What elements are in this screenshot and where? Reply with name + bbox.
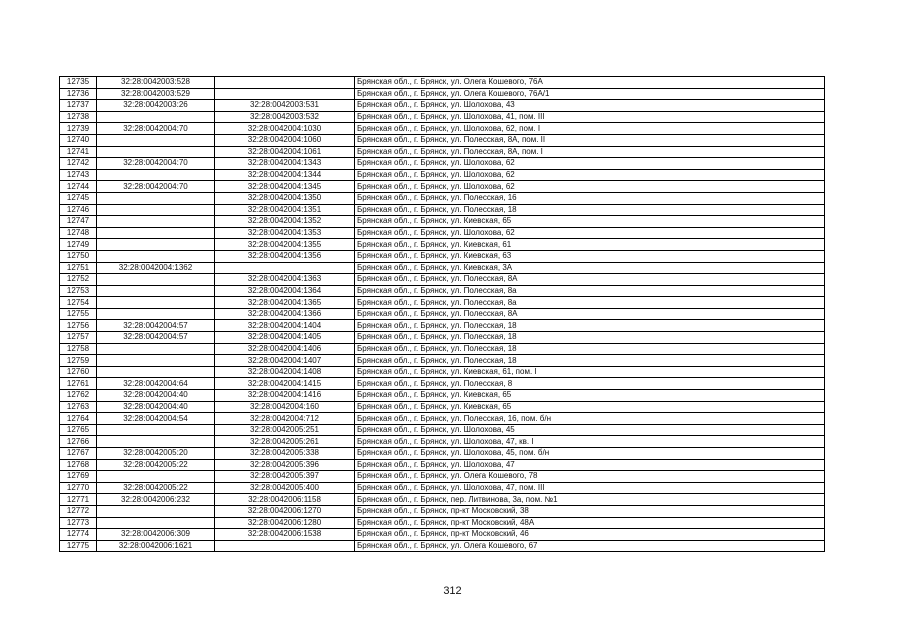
row-number-cell: 12742	[60, 158, 97, 170]
object-cadastral-number-cell: 32:28:0042004:160	[215, 401, 355, 413]
table-row	[60, 529, 825, 541]
row-number-cell: 12751	[60, 262, 97, 274]
object-cadastral-number-cell: 32:28:0042004:1408	[215, 366, 355, 378]
address-cell: Брянская обл., г. Брянск, ул. Полесская, 8А, пом. II	[355, 134, 825, 146]
table-row	[60, 134, 825, 146]
address-cell: Брянская обл., г. Брянск, ул. Полесская, 16	[355, 192, 825, 204]
address-cell: Брянская обл., г. Брянск, ул. Полесская, 8А, пом. I	[355, 146, 825, 158]
table-row	[60, 88, 825, 100]
row-number-cell: 12762	[60, 390, 97, 402]
row-number-cell: 12763	[60, 401, 97, 413]
table-row	[60, 343, 825, 355]
object-cadastral-number-cell: 32:28:0042005:251	[215, 424, 355, 436]
parcel-cadastral-number-cell: 32:28:0042004:57	[97, 332, 215, 344]
address-cell: Брянская обл., г. Брянск, ул. Полесская, 8А	[355, 274, 825, 286]
parcel-cadastral-number-cell: 32:28:0042005:22	[97, 459, 215, 471]
table-row	[60, 424, 825, 436]
object-cadastral-number-cell: 32:28:0042004:1406	[215, 343, 355, 355]
address-cell: Брянская обл., г. Брянск, ул. Полесская, 16, пом. б/н	[355, 413, 825, 425]
cadastral-register-table	[59, 76, 825, 552]
address-cell: Брянская обл., г. Брянск, ул. Киевская, 65	[355, 216, 825, 228]
table-row	[60, 227, 825, 239]
parcel-cadastral-number-cell	[97, 250, 215, 262]
table-row	[60, 100, 825, 112]
table-row	[60, 297, 825, 309]
address-cell: Брянская обл., г. Брянск, ул. Шолохова, 47	[355, 459, 825, 471]
object-cadastral-number-cell: 32:28:0042005:261	[215, 436, 355, 448]
table-row	[60, 216, 825, 228]
table-row	[60, 320, 825, 332]
table-row	[60, 378, 825, 390]
address-cell: Брянская обл., г. Брянск, ул. Полесская, 8А	[355, 308, 825, 320]
table-row	[60, 146, 825, 158]
address-cell: Брянская обл., г. Брянск, ул. Полесская, 18	[355, 204, 825, 216]
address-cell: Брянская обл., г. Брянск, ул. Полесская, 18	[355, 320, 825, 332]
parcel-cadastral-number-cell	[97, 343, 215, 355]
row-number-cell: 12746	[60, 204, 97, 216]
object-cadastral-number-cell: 32:28:0042003:532	[215, 111, 355, 123]
address-cell: Брянская обл., г. Брянск, пр-кт Московский, 48А	[355, 517, 825, 529]
table-body	[60, 77, 825, 552]
parcel-cadastral-number-cell: 32:28:0042004:70	[97, 123, 215, 135]
parcel-cadastral-number-cell: 32:28:0042004:40	[97, 390, 215, 402]
parcel-cadastral-number-cell	[97, 216, 215, 228]
table-row	[60, 448, 825, 460]
row-number-cell: 12736	[60, 88, 97, 100]
object-cadastral-number-cell	[215, 77, 355, 89]
object-cadastral-number-cell: 32:28:0042004:1407	[215, 355, 355, 367]
object-cadastral-number-cell: 32:28:0042004:1364	[215, 285, 355, 297]
row-number-cell: 12743	[60, 169, 97, 181]
row-number-cell: 12747	[60, 216, 97, 228]
parcel-cadastral-number-cell	[97, 471, 215, 483]
address-cell: Брянская обл., г. Брянск, ул. Олега Кошевого, 67	[355, 540, 825, 552]
object-cadastral-number-cell	[215, 262, 355, 274]
object-cadastral-number-cell: 32:28:0042005:396	[215, 459, 355, 471]
parcel-cadastral-number-cell	[97, 204, 215, 216]
row-number-cell: 12760	[60, 366, 97, 378]
row-number-cell: 12771	[60, 494, 97, 506]
row-number-cell: 12755	[60, 308, 97, 320]
address-cell: Брянская обл., г. Брянск, ул. Шолохова, 62, пом. I	[355, 123, 825, 135]
object-cadastral-number-cell: 32:28:0042004:1365	[215, 297, 355, 309]
parcel-cadastral-number-cell	[97, 274, 215, 286]
address-cell: Брянская обл., г. Брянск, ул. Шолохова, 45	[355, 424, 825, 436]
row-number-cell: 12761	[60, 378, 97, 390]
object-cadastral-number-cell: 32:28:0042004:1343	[215, 158, 355, 170]
parcel-cadastral-number-cell	[97, 239, 215, 251]
row-number-cell: 12769	[60, 471, 97, 483]
object-cadastral-number-cell: 32:28:0042005:338	[215, 448, 355, 460]
object-cadastral-number-cell	[215, 88, 355, 100]
parcel-cadastral-number-cell: 32:28:0042003:529	[97, 88, 215, 100]
address-cell: Брянская обл., г. Брянск, ул. Полесская, 8	[355, 378, 825, 390]
row-number-cell: 12738	[60, 111, 97, 123]
table-row	[60, 459, 825, 471]
parcel-cadastral-number-cell: 32:28:0042004:1362	[97, 262, 215, 274]
table-row	[60, 308, 825, 320]
object-cadastral-number-cell: 32:28:0042004:1030	[215, 123, 355, 135]
row-number-cell: 12775	[60, 540, 97, 552]
address-cell: Брянская обл., г. Брянск, ул. Шолохова, 62	[355, 227, 825, 239]
parcel-cadastral-number-cell	[97, 285, 215, 297]
address-cell: Брянская обл., г. Брянск, ул. Киевская, 63	[355, 250, 825, 262]
object-cadastral-number-cell: 32:28:0042004:1405	[215, 332, 355, 344]
address-cell: Брянская обл., г. Брянск, ул. Полесская, 18	[355, 332, 825, 344]
table-row	[60, 192, 825, 204]
address-cell: Брянская обл., г. Брянск, ул. Киевская, 61, пом. I	[355, 366, 825, 378]
parcel-cadastral-number-cell: 32:28:0042004:57	[97, 320, 215, 332]
address-cell: Брянская обл., г. Брянск, ул. Шолохова, 47, пом. III	[355, 482, 825, 494]
address-cell: Брянская обл., г. Брянск, ул. Полесская, 8а	[355, 297, 825, 309]
row-number-cell: 12754	[60, 297, 97, 309]
object-cadastral-number-cell: 32:28:0042004:1061	[215, 146, 355, 158]
table-row	[60, 123, 825, 135]
table-row	[60, 494, 825, 506]
table-row	[60, 250, 825, 262]
table-row	[60, 390, 825, 402]
parcel-cadastral-number-cell: 32:28:0042004:64	[97, 378, 215, 390]
parcel-cadastral-number-cell	[97, 308, 215, 320]
address-cell: Брянская обл., г. Брянск, ул. Киевская, 65	[355, 401, 825, 413]
row-number-cell: 12744	[60, 181, 97, 193]
address-cell: Брянская обл., г. Брянск, ул. Полесская, 18	[355, 355, 825, 367]
object-cadastral-number-cell: 32:28:0042004:1344	[215, 169, 355, 181]
address-cell: Брянская обл., г. Брянск, ул. Шолохова, 45, пом. б/н	[355, 448, 825, 460]
row-number-cell: 12772	[60, 505, 97, 517]
table-row	[60, 540, 825, 552]
address-cell: Брянская обл., г. Брянск, ул. Киевская, 3А	[355, 262, 825, 274]
parcel-cadastral-number-cell	[97, 111, 215, 123]
row-number-cell: 12748	[60, 227, 97, 239]
address-cell: Брянская обл., г. Брянск, ул. Киевская, 65	[355, 390, 825, 402]
table-row	[60, 77, 825, 89]
row-number-cell: 12758	[60, 343, 97, 355]
row-number-cell: 12759	[60, 355, 97, 367]
table-row	[60, 436, 825, 448]
address-cell: Брянская обл., г. Брянск, пр-кт Московский, 46	[355, 529, 825, 541]
object-cadastral-number-cell: 32:28:0042004:1353	[215, 227, 355, 239]
address-cell: Брянская обл., г. Брянск, ул. Шолохова, 62	[355, 181, 825, 193]
object-cadastral-number-cell: 32:28:0042004:1060	[215, 134, 355, 146]
row-number-cell: 12737	[60, 100, 97, 112]
row-number-cell: 12735	[60, 77, 97, 89]
row-number-cell: 12741	[60, 146, 97, 158]
parcel-cadastral-number-cell	[97, 355, 215, 367]
address-cell: Брянская обл., г. Брянск, ул. Шолохова, 62	[355, 169, 825, 181]
object-cadastral-number-cell: 32:28:0042005:400	[215, 482, 355, 494]
parcel-cadastral-number-cell: 32:28:0042004:40	[97, 401, 215, 413]
row-number-cell: 12750	[60, 250, 97, 262]
table-row	[60, 158, 825, 170]
parcel-cadastral-number-cell: 32:28:0042006:232	[97, 494, 215, 506]
parcel-cadastral-number-cell	[97, 424, 215, 436]
address-cell: Брянская обл., г. Брянск, ул. Шолохова, 43	[355, 100, 825, 112]
object-cadastral-number-cell: 32:28:0042004:1404	[215, 320, 355, 332]
parcel-cadastral-number-cell	[97, 146, 215, 158]
object-cadastral-number-cell: 32:28:0042004:1350	[215, 192, 355, 204]
address-cell: Брянская обл., г. Брянск, ул. Олега Кошевого, 76А/1	[355, 88, 825, 100]
object-cadastral-number-cell: 32:28:0042006:1270	[215, 505, 355, 517]
row-number-cell: 12756	[60, 320, 97, 332]
table-row	[60, 181, 825, 193]
object-cadastral-number-cell: 32:28:0042004:1415	[215, 378, 355, 390]
object-cadastral-number-cell: 32:28:0042004:1416	[215, 390, 355, 402]
parcel-cadastral-number-cell	[97, 517, 215, 529]
row-number-cell: 12752	[60, 274, 97, 286]
table-row	[60, 355, 825, 367]
table-row	[60, 332, 825, 344]
table-row	[60, 471, 825, 483]
object-cadastral-number-cell: 32:28:0042006:1538	[215, 529, 355, 541]
object-cadastral-number-cell: 32:28:0042003:531	[215, 100, 355, 112]
object-cadastral-number-cell: 32:28:0042004:1345	[215, 181, 355, 193]
parcel-cadastral-number-cell	[97, 134, 215, 146]
object-cadastral-number-cell: 32:28:0042004:1351	[215, 204, 355, 216]
table-row	[60, 111, 825, 123]
parcel-cadastral-number-cell: 32:28:0042006:1621	[97, 540, 215, 552]
parcel-cadastral-number-cell	[97, 436, 215, 448]
object-cadastral-number-cell: 32:28:0042004:712	[215, 413, 355, 425]
parcel-cadastral-number-cell: 32:28:0042005:20	[97, 448, 215, 460]
table-row	[60, 505, 825, 517]
address-cell: Брянская обл., г. Брянск, ул. Шолохова, 47, кв. I	[355, 436, 825, 448]
row-number-cell: 12774	[60, 529, 97, 541]
parcel-cadastral-number-cell: 32:28:0042004:54	[97, 413, 215, 425]
table-row	[60, 204, 825, 216]
object-cadastral-number-cell: 32:28:0042005:397	[215, 471, 355, 483]
parcel-cadastral-number-cell	[97, 297, 215, 309]
parcel-cadastral-number-cell	[97, 192, 215, 204]
address-cell: Брянская обл., г. Брянск, ул. Полесская, 8а	[355, 285, 825, 297]
object-cadastral-number-cell: 32:28:0042004:1352	[215, 216, 355, 228]
address-cell: Брянская обл., г. Брянск, пр-кт Московский, 38	[355, 505, 825, 517]
row-number-cell: 12767	[60, 448, 97, 460]
object-cadastral-number-cell: 32:28:0042004:1356	[215, 250, 355, 262]
row-number-cell: 12764	[60, 413, 97, 425]
object-cadastral-number-cell: 32:28:0042004:1355	[215, 239, 355, 251]
row-number-cell: 12768	[60, 459, 97, 471]
address-cell: Брянская обл., г. Брянск, ул. Шолохова, 41, пом. III	[355, 111, 825, 123]
object-cadastral-number-cell: 32:28:0042006:1158	[215, 494, 355, 506]
address-cell: Брянская обл., г. Брянск, ул. Олега Кошевого, 76А	[355, 77, 825, 89]
parcel-cadastral-number-cell: 32:28:0042004:70	[97, 158, 215, 170]
table-row	[60, 285, 825, 297]
row-number-cell: 12749	[60, 239, 97, 251]
parcel-cadastral-number-cell: 32:28:0042003:26	[97, 100, 215, 112]
table-row	[60, 482, 825, 494]
row-number-cell: 12745	[60, 192, 97, 204]
parcel-cadastral-number-cell	[97, 505, 215, 517]
table-row	[60, 262, 825, 274]
address-cell: Брянская обл., г. Брянск, ул. Шолохова, 62	[355, 158, 825, 170]
row-number-cell: 12773	[60, 517, 97, 529]
object-cadastral-number-cell: 32:28:0042004:1363	[215, 274, 355, 286]
row-number-cell: 12766	[60, 436, 97, 448]
row-number-cell: 12740	[60, 134, 97, 146]
address-cell: Брянская обл., г. Брянск, ул. Полесская, 18	[355, 343, 825, 355]
table-row	[60, 239, 825, 251]
row-number-cell: 12765	[60, 424, 97, 436]
object-cadastral-number-cell: 32:28:0042006:1280	[215, 517, 355, 529]
row-number-cell: 12753	[60, 285, 97, 297]
table-row	[60, 517, 825, 529]
table-row	[60, 366, 825, 378]
address-cell: Брянская обл., г. Брянск, ул. Киевская, 61	[355, 239, 825, 251]
object-cadastral-number-cell: 32:28:0042004:1366	[215, 308, 355, 320]
parcel-cadastral-number-cell: 32:28:0042004:70	[97, 181, 215, 193]
address-cell: Брянская обл., г. Брянск, пер. Литвинова, 3а, пом. №1	[355, 494, 825, 506]
table-row	[60, 274, 825, 286]
parcel-cadastral-number-cell	[97, 169, 215, 181]
row-number-cell: 12757	[60, 332, 97, 344]
row-number-cell: 12739	[60, 123, 97, 135]
parcel-cadastral-number-cell: 32:28:0042006:309	[97, 529, 215, 541]
parcel-cadastral-number-cell: 32:28:0042003:528	[97, 77, 215, 89]
parcel-cadastral-number-cell	[97, 227, 215, 239]
row-number-cell: 12770	[60, 482, 97, 494]
parcel-cadastral-number-cell	[97, 366, 215, 378]
table-row	[60, 169, 825, 181]
page-number: 312	[443, 585, 462, 597]
table-row	[60, 413, 825, 425]
object-cadastral-number-cell	[215, 540, 355, 552]
table-row	[60, 401, 825, 413]
address-cell: Брянская обл., г. Брянск, ул. Олега Кошевого, 78	[355, 471, 825, 483]
parcel-cadastral-number-cell: 32:28:0042005:22	[97, 482, 215, 494]
